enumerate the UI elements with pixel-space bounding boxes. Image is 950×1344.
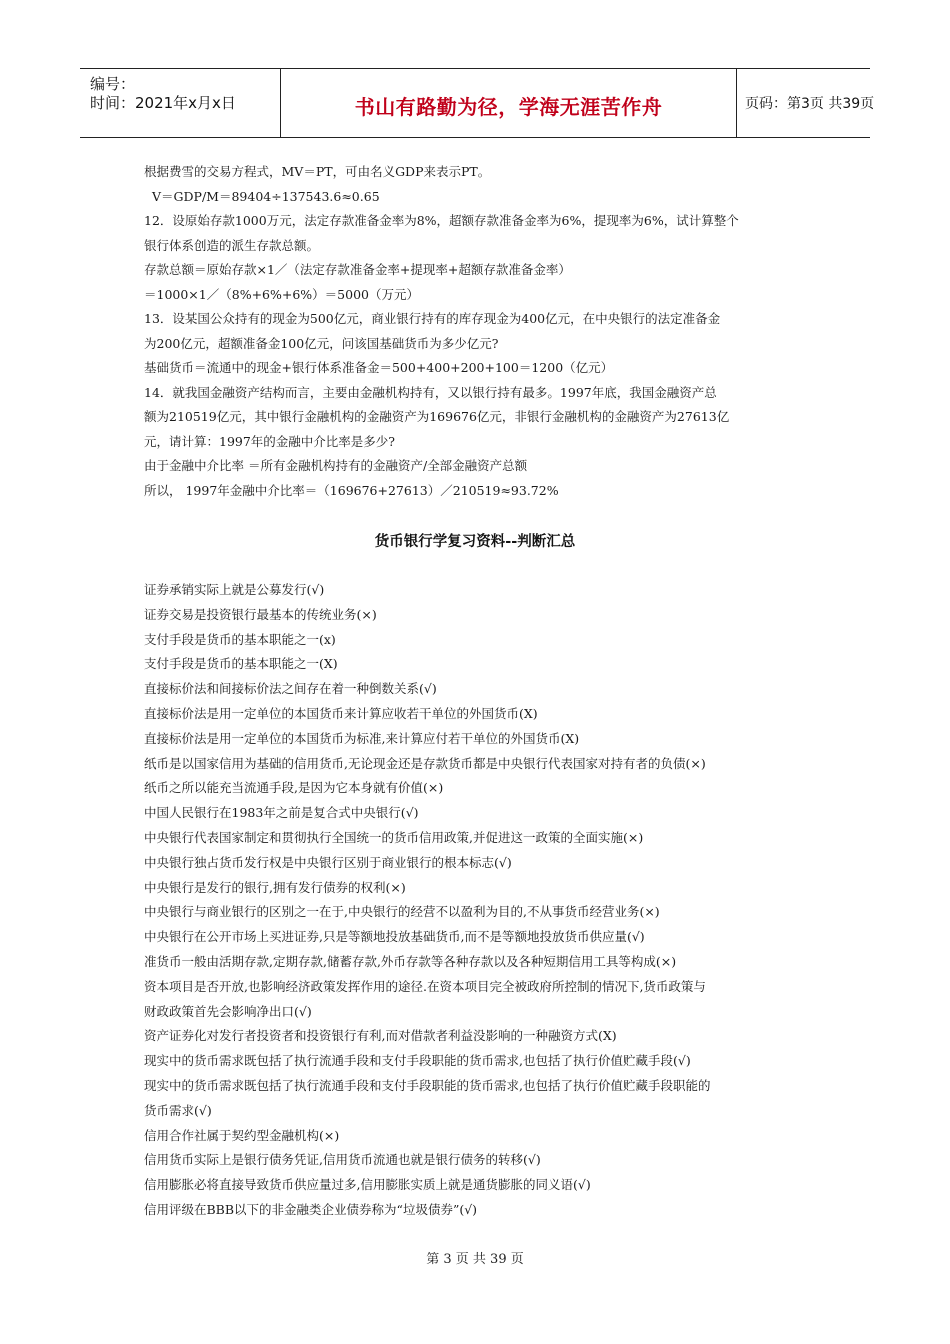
section-title: 货币银行学复习资料--判断汇总 bbox=[374, 534, 576, 550]
judgment-item: 证券承销实际上就是公募发行(√) bbox=[144, 582, 325, 597]
calc-line: 银行体系创造的派生存款总额。 bbox=[144, 237, 320, 253]
judgment-item: 中央银行是发行的银行,拥有发行债券的权利(×) bbox=[144, 879, 406, 895]
header-motto-cell bbox=[280, 69, 737, 137]
judgment-item: 支付手段是货币的基本职能之一(x) bbox=[144, 631, 336, 647]
judgment-item: 中央银行代表国家制定和贯彻执行全国统一的货币信用政策,并促进这一政策的全面实施(×) bbox=[144, 829, 644, 845]
header-motto: 书山有路勤为径，学海无涯苦作舟 bbox=[354, 95, 663, 119]
document-time-label: 时间：2021年x月x日 bbox=[90, 94, 236, 112]
calc-line: 14．就我国金融资产结构而言，主要由金融机构持有，又以银行持有最多。1997年底，我国金融资产总 bbox=[144, 384, 717, 400]
document-number-label: 编号： bbox=[90, 75, 136, 93]
judgment-item: 中国人民银行在1983年之前是复合式中央银行(√) bbox=[144, 805, 419, 821]
judgment-item: 直接标价法和间接标价法之间存在着一种倒数关系(√) bbox=[144, 681, 437, 697]
judgment-item: 信用合作社属于契约型金融机构(×) bbox=[144, 1127, 340, 1143]
judgment-item: 支付手段是货币的基本职能之一(X) bbox=[144, 656, 338, 672]
header-left-cell bbox=[80, 69, 280, 137]
calc-line: 基础货币＝流通中的现金+银行体系准备金＝500+400+200+100＝1200（亿元） bbox=[144, 360, 614, 375]
calculation-section bbox=[144, 160, 809, 503]
calc-line: 存款总额＝原始存款×1／（法定存款准备金率+提现率+超额存款准备金率） bbox=[144, 262, 571, 277]
calc-line: 元，请计算：1997年的金融中介比率是多少? bbox=[144, 433, 396, 449]
judgment-list bbox=[144, 578, 809, 1223]
judgment-item: 纸币是以国家信用为基础的信用货币,无论现金还是存款货币都是中央银行代表国家对持有者的负债(×) bbox=[144, 755, 706, 771]
judgment-item: 现实中的货币需求既包括了执行流通手段和支付手段职能的货币需求,也包括了执行价值贮藏手段(√) bbox=[144, 1053, 691, 1069]
page-footer: 第 3 页 共 39 页 bbox=[426, 1252, 524, 1267]
header-page-info: 页码：第3页 共39页 bbox=[745, 96, 875, 112]
calc-line: 根据费雪的交易方程式，MV＝PT，可由名义GDP来表示PT。 bbox=[144, 164, 491, 179]
judgment-item: 财政政策首先会影响净出口(√) bbox=[144, 1003, 312, 1019]
judgment-item: 中央银行与商业银行的区别之一在于,中央银行的经营不以盈利为目的,不从事货币经营业务(×) bbox=[144, 904, 660, 920]
judgment-item: 资产证券化对发行者投资者和投资银行有利,而对借款者利益没影响的一种融资方式(X) bbox=[144, 1028, 617, 1044]
judgment-item: 直接标价法是用一定单位的本国货币来计算应收若干单位的外国货币(X) bbox=[144, 705, 538, 721]
judgment-item: 纸币之所以能充当流通手段,是因为它本身就有价值(×) bbox=[144, 780, 444, 796]
judgment-item: 证券交易是投资银行最基本的传统业务(×) bbox=[144, 606, 377, 622]
calc-line: V＝GDP/M＝89404÷137543.6≈0.65 bbox=[152, 188, 380, 204]
judgment-item: 准货币一般由活期存款,定期存款,储蓄存款,外币存款等各种存款以及各种短期信用工具等构成(×) bbox=[144, 953, 677, 969]
calc-line: 由于金融中介比率 ＝所有金融机构持有的金融资产/全部金融资产总额 bbox=[144, 458, 528, 473]
calc-line: 额为210519亿元，其中银行金融机构的金融资产为169676亿元，非银行金融机构的金融资产为27613亿 bbox=[144, 409, 730, 424]
judgment-item: 信用评级在BBB以下的非金融类企业债券称为“垃圾债券”(√) bbox=[144, 1201, 478, 1217]
page-header bbox=[80, 68, 875, 138]
calc-line: 所以， 1997年金融中介比率＝（169676+27613）／210519≈93.72% bbox=[144, 482, 559, 498]
judgment-item: 信用膨胀必将直接导致货币供应量过多,信用膨胀实质上就是通货膨胀的同义语(√) bbox=[144, 1177, 591, 1193]
judgment-item: 信用货币实际上是银行债务凭证,信用货币流通也就是银行债务的转移(√) bbox=[144, 1152, 541, 1168]
judgment-item: 现实中的货币需求既包括了执行流通手段和支付手段职能的货币需求,也包括了执行价值贮藏手段职能的 bbox=[144, 1077, 711, 1093]
calc-line: 为200亿元，超额准备金100亿元，问该国基础货币为多少亿元? bbox=[144, 335, 499, 351]
judgment-item: 中央银行独占货币发行权是中央银行区别于商业银行的根本标志(√) bbox=[144, 854, 512, 870]
calc-line: ＝1000×1／（8%+6%+6%）＝5000（万元） bbox=[144, 286, 419, 302]
judgment-item: 货币需求(√) bbox=[144, 1102, 212, 1118]
judgment-item: 直接标价法是用一定单位的本国货币为标准,来计算应付若干单位的外国货币(X) bbox=[144, 730, 580, 746]
calc-line: 13．设某国公众持有的现金为500亿元，商业银行持有的库存现金为400亿元，在中央银行的法定准备金 bbox=[144, 311, 721, 326]
judgment-item: 中央银行在公开市场上买进证券,只是等额地投放基础货币,而不是等额地投放货币供应量(√) bbox=[144, 929, 645, 945]
header-page-cell bbox=[737, 69, 875, 137]
judgment-item: 资本项目是否开放,也影响经济政策发挥作用的途径.在资本项目完全被政府所控制的情况下,货币政策与 bbox=[144, 978, 706, 994]
calc-line: 12．设原始存款1000万元，法定存款准备金率为8%，超额存款准备金率为6%，提现率为6%，试计算整个 bbox=[144, 213, 739, 228]
